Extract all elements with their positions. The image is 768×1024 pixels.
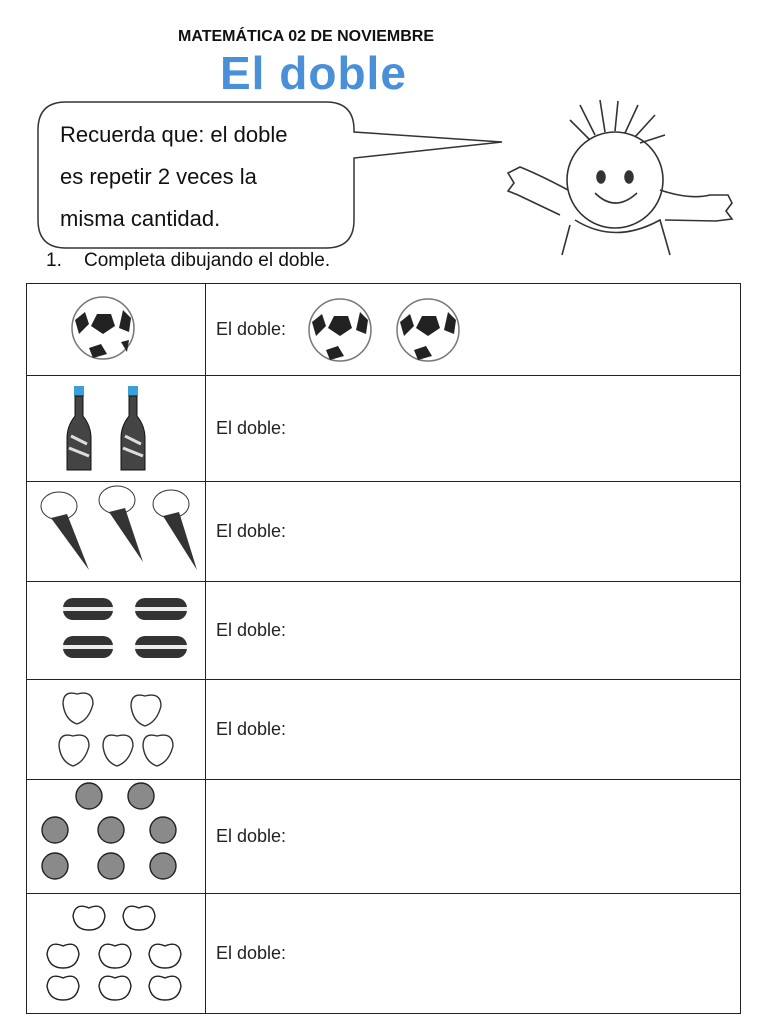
soccer-ball-icon <box>27 284 205 370</box>
answer-label: El doble: <box>216 719 287 739</box>
cookie-icon <box>27 582 205 674</box>
instruction <box>46 250 330 272</box>
table-row <box>27 284 741 376</box>
worksheet-title: El doble <box>220 47 407 99</box>
answer-cell[interactable] <box>206 284 741 376</box>
picture-cell <box>27 680 206 780</box>
kid-illustration <box>500 95 740 260</box>
table-row <box>27 582 741 680</box>
instruction-text: Completa dibujando el doble. <box>84 250 331 271</box>
bubble-line-1: Recuerda que: el doble <box>60 122 288 147</box>
picture-cell <box>27 894 206 1014</box>
picture-cell <box>27 376 206 482</box>
bubble-line-3: misma cantidad. <box>60 206 221 231</box>
ice-cream-icon <box>27 482 205 576</box>
picture-cell <box>27 780 206 894</box>
strawberry-icon <box>27 680 205 774</box>
picture-cell <box>27 582 206 680</box>
answer-soccer-balls <box>306 295 466 365</box>
picture-cell <box>27 284 206 376</box>
speech-bubble <box>36 100 356 250</box>
answer-label: El doble: <box>216 620 287 640</box>
table-row <box>27 894 741 1014</box>
answer-label: El doble: <box>216 943 287 963</box>
answer-cell[interactable] <box>206 780 741 894</box>
picture-cell <box>27 482 206 582</box>
answer-cell[interactable] <box>206 582 741 680</box>
answer-label: El doble: <box>216 826 287 846</box>
answer-cell[interactable] <box>206 680 741 780</box>
table-row <box>27 680 741 780</box>
answer-label: El doble: <box>216 319 287 339</box>
table-row <box>27 780 741 894</box>
table-row <box>27 376 741 482</box>
bubble-line-2: es repetir 2 veces la <box>60 164 257 189</box>
answer-cell[interactable] <box>206 376 741 482</box>
answer-cell[interactable] <box>206 894 741 1014</box>
answer-label: El doble: <box>216 521 287 541</box>
answer-cell[interactable] <box>206 482 741 582</box>
bottle-icon <box>27 376 205 476</box>
table-row <box>27 482 741 582</box>
exercise-table <box>26 283 741 1014</box>
instruction-number: 1. <box>46 250 62 271</box>
answer-label: El doble: <box>216 418 287 438</box>
orange-icon <box>27 780 205 888</box>
worksheet-header: MATEMÁTICA 02 DE NOVIEMBRE <box>178 28 435 45</box>
apple-icon <box>27 894 205 1008</box>
